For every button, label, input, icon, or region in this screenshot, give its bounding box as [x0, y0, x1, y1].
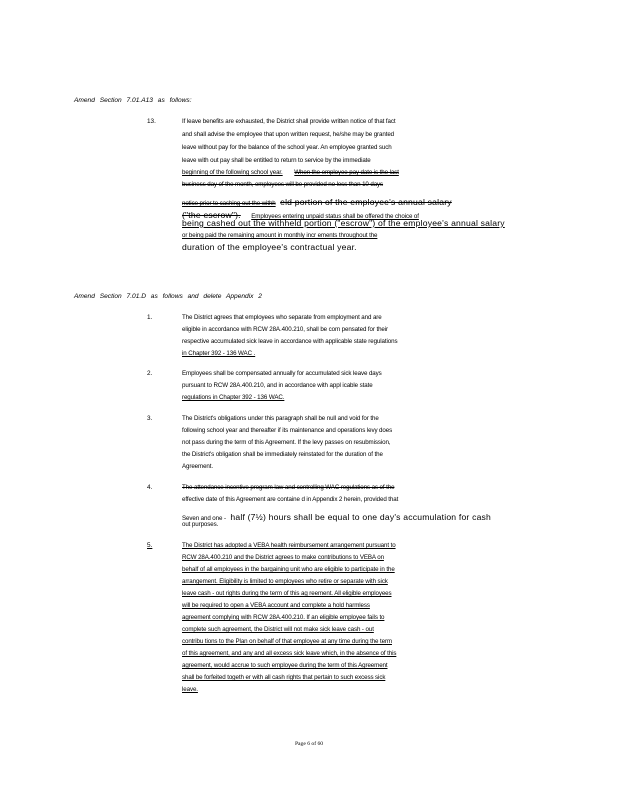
item-5-line-12: shall be forfeited togeth er with all cash rights that pertain to such excess sick — [182, 674, 386, 681]
item-2-number: 2. — [147, 370, 153, 377]
item-5-line-1: The District has adopted a VEBA health reimbursement arrangement pursuant to — [182, 542, 396, 549]
s1-line-6-struck: business day of the month, employees will be provided no less than 10 days — [182, 181, 384, 188]
s1-line-9: being cashed out the withheld portion ("escrow") of the employee's annual salary — [182, 218, 505, 228]
item-5-line-11: agreement, would accrue to such employee during the term of this Agreement — [182, 662, 388, 669]
item-1-number: 1. — [147, 314, 153, 321]
amend-7-01-a13-heading: Amend Section 7.01.A13 as follows: — [74, 97, 192, 104]
item-5-line-2: RCW 28A.400.210 and the District agrees to make contributions to VEBA on — [182, 554, 384, 561]
item-4-line-2: effective date of this Agreement are containe d in Appendix 2 herein, provided that — [182, 496, 399, 503]
item-1-line-2: eligible in accordance with RCW 28A.400.210, shall be com pensated for their — [182, 326, 388, 333]
item-1-line-1: The District agrees that employees who separate from employment and are — [182, 314, 382, 321]
s1-line-8a-struck: ("the escrow"). — [182, 210, 241, 220]
amend-7-01-d-heading: Amend Section 7.01.D as follows and delete Appendix 2 — [74, 293, 262, 300]
item-5-line-3: behalf of all employees in the bargaining unit who are eligible to participate in the — [182, 566, 395, 573]
item-5-line-8: complete such agreement, the District will not make sick leave cash - out — [182, 626, 374, 633]
item-5-line-10: of this agreement, and any and all excess sick leave which, in the absence of this — [182, 650, 397, 657]
s1-line-8b: Employees entering unpaid status shall be offered the choice of — [251, 213, 419, 220]
item-3-line-2: following school year and thereafter if its maintenance and operations levy does — [182, 427, 393, 434]
item-3-number: 3. — [147, 415, 153, 422]
item-4-line-4: out purposes. — [182, 521, 219, 528]
s1-line-7b-struck: eld portion of the employee's annual salary — [280, 197, 452, 207]
s1-line-10: or being paid the remaining amount in monthly incr ements throughout the — [182, 232, 378, 239]
item-3-line-4: the District's obligation shall be immediately reinstated for the duration of the — [182, 451, 383, 458]
item-5-line-13: leave. — [182, 686, 198, 693]
s1-line-3: leave without pay for the balance of the school year. An employee granted such — [182, 144, 392, 151]
s1-line-2: and shall advise the employee that upon written request, he/she may be granted — [182, 131, 394, 138]
s1-line-4: leave with out pay shall be entitled to return to service by the immediate — [182, 157, 371, 164]
item-4-line-3b: half (7½) hours shall be equal to one day's accumulation for cash — [230, 512, 492, 522]
item-13-number: 13. — [147, 118, 156, 125]
s1-line-5b-struck: When the employee pay date is the last — [294, 169, 399, 176]
s1-line-1: If leave benefits are exhausted, the District shall provide written notice of that fact — [182, 118, 396, 125]
item-4-line-3 — [182, 507, 491, 525]
item-5-line-7: agreement complying with RCW 28A.400.210. If an eligible employee fails to — [182, 614, 385, 621]
s1-line-5a: beginning of the following school year. — [182, 169, 283, 176]
item-1-line-3: respective accumulated sick leave in accordance with applicable state regulations — [182, 338, 398, 345]
item-2-line-3-text: regulations in Chapter 392 - 136 WAC. — [182, 394, 285, 401]
s1-line-11: duration of the employee's contractual year. — [182, 242, 357, 252]
item-3-line-5: Agreement. — [182, 463, 213, 470]
item-5-number: 5. — [147, 542, 153, 549]
item-5-line-4: arrangement. Eligibility is limited to employees who retire or separate with sick — [182, 578, 388, 585]
item-4-line-3a: Seven and one - — [182, 515, 226, 522]
item-5-line-9: contribu tions to the Plan on behalf of that employee at any time during the term — [182, 638, 392, 645]
s1-line-7a-struck: notice prior to cashing out the withh — [182, 200, 276, 207]
item-4-line-1-struck: The attendance incentive program law and controlling WAC regulations as of the — [182, 484, 395, 491]
item-4-number: 4. — [147, 484, 153, 491]
item-2-line-3 — [182, 394, 284, 401]
item-5-line-5: leave cash - out rights during the term of this ag reement. All eligible employees — [182, 590, 392, 597]
item-5-line-6: will be required to open a VEBA account and complete a hold harmless — [182, 602, 370, 609]
item-3-line-1: The District's obligations under this paragraph shall be null and void for the — [182, 415, 379, 422]
item-1-line-4: in Chapter 392 - 136 WAC . — [182, 350, 256, 357]
item-3-line-3: not pass during the term of this Agreement. If the levy passes on resubmission, — [182, 439, 391, 446]
page-number-footer: Page 6 of 60 — [294, 741, 324, 747]
s1-line-5 — [182, 169, 399, 176]
item-2-line-1: Employees shall be compensated annually for accumulated sick leave days — [182, 370, 382, 377]
item-2-line-2: pursuant to RCW 28A.400.210, and in accordance with appl icable state — [182, 382, 373, 389]
